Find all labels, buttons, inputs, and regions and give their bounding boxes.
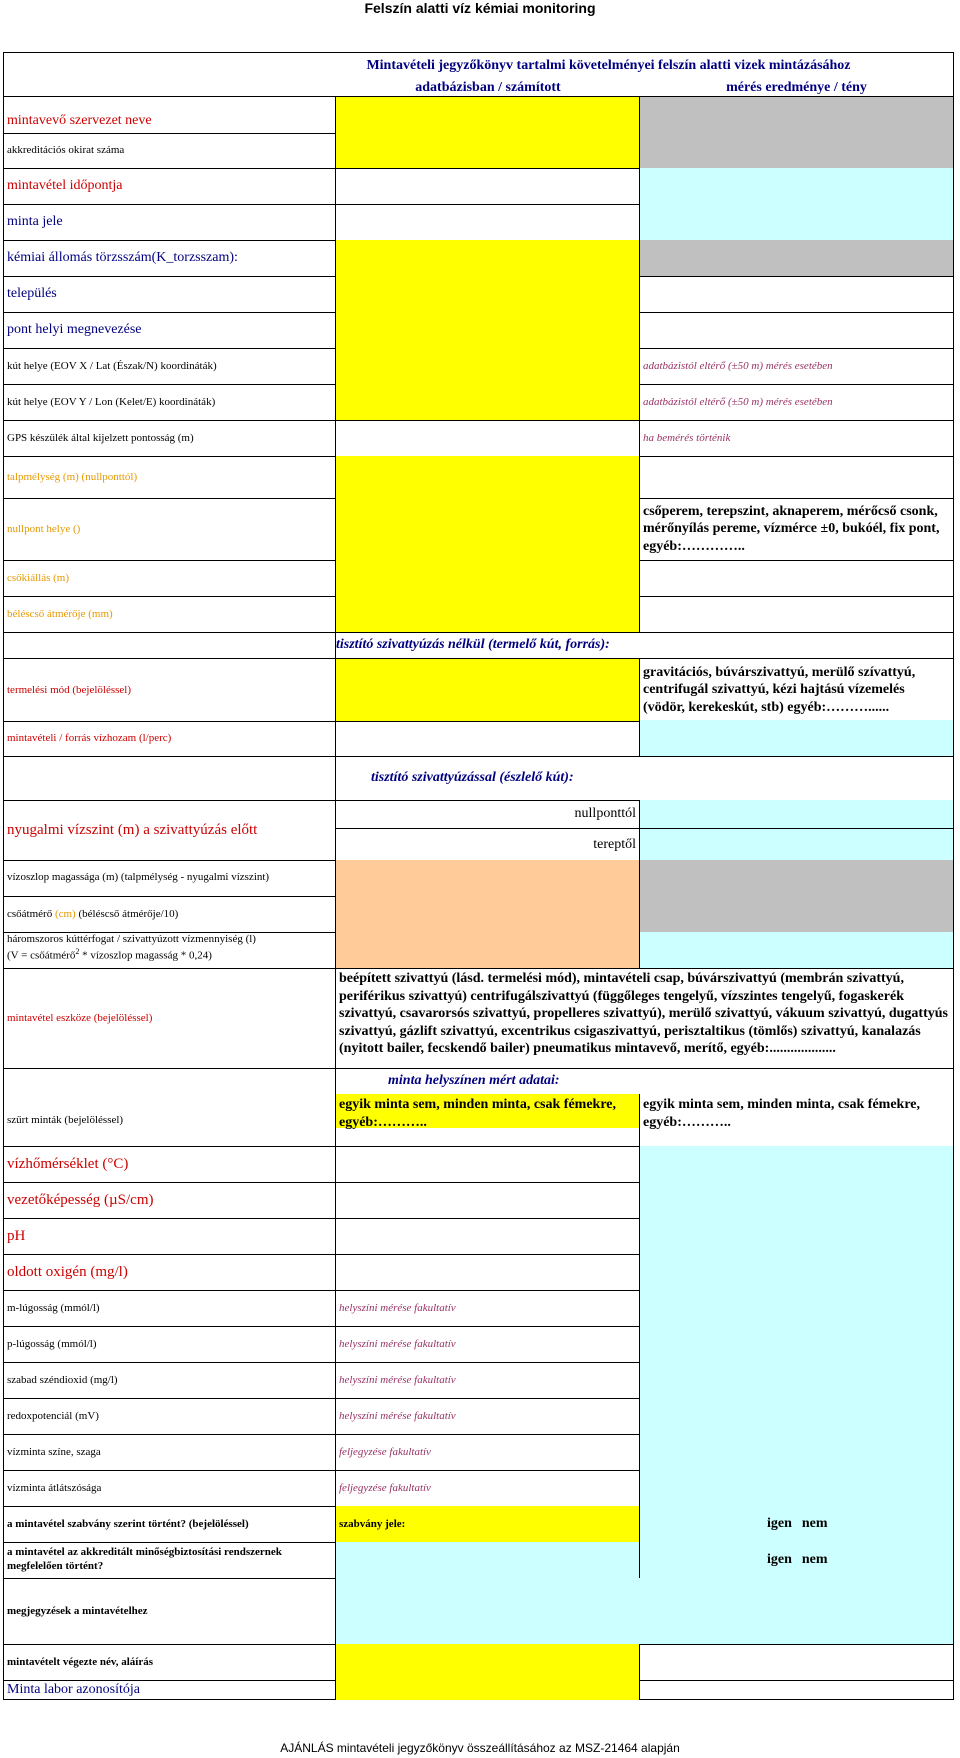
label-redox: redoxpotenciál (mV): [7, 1410, 99, 1422]
section-pump: tisztító szivattyúzással (észlelő kút):: [371, 770, 574, 785]
label-free-co2: szabad széndioxid (mg/l): [7, 1374, 118, 1386]
row-casing-diam: [4, 596, 953, 633]
row-accred-no: [4, 132, 953, 169]
row-local-name: [4, 312, 953, 349]
measured-p-alk[interactable]: [640, 1326, 953, 1362]
column-header-measurement: mérés eredménye / tény: [726, 79, 867, 95]
input-casing-diam[interactable]: [336, 596, 640, 632]
note-m-alk: helyszíni mérése fakultatív: [339, 1302, 456, 1314]
label-casing-diam: béléscső átmérője (mm): [7, 608, 113, 620]
row-water-column: [4, 860, 953, 897]
measured-water-column: [640, 860, 953, 896]
label-sample-id: minta jele: [7, 214, 63, 229]
input-sampler-sign[interactable]: [336, 1644, 640, 1680]
measured-sampling-time[interactable]: [640, 168, 953, 204]
label-ph: pH: [7, 1227, 26, 1244]
note-transparency: feljegyzése fakultatív: [339, 1482, 431, 1494]
row-zero-point: [4, 498, 953, 561]
input-from-ground[interactable]: [640, 829, 953, 860]
label-equip: mintavétel eszköze (bejelöléssel): [7, 1012, 153, 1024]
row-sampler-sign: [4, 1644, 953, 1681]
label-bottom-depth: talpmélység (m) (nullponttól): [7, 471, 138, 483]
row-pipe-diam: [4, 896, 953, 933]
input-sampler-org[interactable]: [336, 97, 640, 133]
label-from-zero: nullponttól: [574, 806, 636, 821]
input-water-temp: [336, 1146, 640, 1182]
measured-triple-vol[interactable]: [640, 932, 953, 968]
input-coord-x[interactable]: [336, 348, 640, 384]
option-accred-no[interactable]: nem: [801, 1552, 828, 1567]
label-coord-x: kút helye (EOV X / Lat (Észak/N) koordináták): [7, 360, 217, 372]
label-sampler-org: mintavevő szervezet neve: [7, 113, 152, 128]
row-station-id: [4, 240, 953, 277]
measured-bottom-depth: [640, 456, 953, 498]
row-p-alk: [4, 1326, 953, 1363]
measured-m-alk[interactable]: [640, 1290, 953, 1326]
sampling-form: [3, 52, 954, 1700]
label-local-name: pont helyi megnevezése: [7, 322, 142, 337]
measured-sampler-org: [640, 97, 953, 133]
option-standard-no[interactable]: nem: [801, 1516, 828, 1531]
form-title: Mintavételi jegyzőkönyv tartalmi követelményei felszín alatti vizek mintázásához: [366, 58, 851, 73]
input-standard-id[interactable]: [336, 1506, 640, 1542]
choice-standard: [640, 1506, 953, 1542]
input-lab-id[interactable]: [336, 1680, 640, 1700]
label-settlement: település: [7, 286, 57, 301]
row-free-co2: [4, 1362, 953, 1399]
measured-sample-id[interactable]: [640, 204, 953, 240]
label-color-odor: vízminta színe, szaga: [7, 1446, 101, 1458]
input-dissolved-o2: [336, 1254, 640, 1290]
input-prod-mode[interactable]: [336, 659, 640, 721]
input-accred-no[interactable]: [336, 132, 640, 168]
choice-accred: [640, 1542, 953, 1578]
label-yield: mintavételi / forrás vízhozam (l/perc): [7, 732, 172, 744]
label-coord-y: kút helye (EOV Y / Lon (Kelet/E) koordináták): [7, 396, 216, 408]
label-sampler-sign: mintavételt végezte név, aláírás: [7, 1656, 154, 1668]
label-m-alk: m-lúgosság (mmól/l): [7, 1302, 100, 1314]
option-standard-yes[interactable]: igen: [767, 1516, 792, 1531]
measured-dissolved-o2[interactable]: [640, 1254, 953, 1290]
measured-local-name: [640, 312, 953, 348]
row-bottom-depth: [4, 456, 953, 499]
measured-water-temp[interactable]: [640, 1146, 953, 1182]
row-yield: [4, 720, 953, 757]
section-field: minta helyszínen mért adatai:: [388, 1073, 560, 1088]
row-conductivity: [4, 1182, 953, 1219]
section-no-pump: tisztító szivattyúzás nélkül (termelő kút, forrás):: [336, 637, 610, 652]
measured-transparency[interactable]: [640, 1470, 953, 1506]
measured-ph[interactable]: [640, 1218, 953, 1254]
note-coord-x: adatbázistól eltérő (±50 m) mérés esetében: [643, 360, 833, 372]
label-triple-vol: [7, 932, 332, 968]
column-header-database: adatbázisban / számított: [415, 79, 561, 95]
measured-pipe-diam: [640, 896, 953, 932]
label-standard-id: szabvány jele:: [339, 1518, 406, 1530]
page-footer: AJÁNLÁS mintavételi jegyzőkönyv összeállításához az MSZ-21464 alapján: [280, 1741, 680, 1755]
measured-yield[interactable]: [640, 720, 953, 756]
row-redox: [4, 1398, 953, 1435]
row-coord-x: [4, 348, 953, 385]
label-sampling-time: mintavétel időpontja: [7, 178, 123, 193]
input-zero-point[interactable]: [336, 498, 640, 560]
input-local-name[interactable]: [336, 312, 640, 348]
row-color-odor: [4, 1434, 953, 1471]
row-water-temp: [4, 1146, 953, 1183]
row-sampler-org: [4, 96, 953, 134]
form-header-title-row: [4, 53, 953, 79]
label-filtered: szűrt minták (bejelöléssel): [7, 1114, 124, 1126]
row-m-alk: [4, 1290, 953, 1327]
label-accred-no: akkreditációs okirat száma: [7, 144, 125, 156]
row-filtered: [4, 1094, 953, 1147]
row-transparency: [4, 1470, 953, 1507]
page-title: Felszín alatti víz kémiai monitoring: [364, 0, 596, 16]
note-gps-acc: ha bemérés történik: [643, 432, 731, 444]
measured-lab-id: [640, 1680, 953, 1700]
measured-station-id: [640, 240, 953, 276]
label-zero-point: nullpont helye (): [7, 523, 81, 535]
measured-accred-no: [640, 132, 953, 168]
input-accred[interactable]: [336, 1542, 640, 1578]
row-remarks: [4, 1578, 953, 1645]
measured-conductivity[interactable]: [640, 1182, 953, 1218]
note-redox: helyszíni mérése fakultatív: [339, 1410, 456, 1422]
form-header-cols-row: [4, 79, 953, 96]
note-p-alk: helyszíni mérése fakultatív: [339, 1338, 456, 1350]
label-triple-vol-line1: háromszoros kúttérfogat / szivattyúzott vízmennyiség (l): [7, 933, 256, 945]
row-triple-vol: [4, 932, 953, 969]
label-static-level: nyugalmi vízszint (m) a szivattyúzás előtt: [7, 821, 258, 838]
row-lab-id: [4, 1680, 953, 1700]
label-triple-vol-line2: (V = csőátmérő$^2$ * vízoszlop magasság * 0,24): [7, 946, 212, 962]
input-conductivity: [336, 1182, 640, 1218]
row-accred: [4, 1542, 953, 1579]
measured-color-odor[interactable]: [640, 1434, 953, 1470]
row-dissolved-o2: [4, 1254, 953, 1291]
option-filtered-db[interactable]: egyik minta sem, minden minta, csak fémekre, egyéb:………..: [336, 1094, 639, 1128]
label-from-ground: tereptől: [593, 836, 636, 852]
row-static-level: [4, 800, 953, 861]
section-field-row: [4, 1068, 953, 1094]
input-from-zero[interactable]: [640, 800, 953, 829]
row-coord-y: [4, 384, 953, 421]
label-p-alk: p-lúgosság (mmól/l): [7, 1338, 97, 1350]
measured-free-co2[interactable]: [640, 1362, 953, 1398]
row-prod-mode: [4, 658, 953, 722]
note-zero-point: csőperem, terepszint, aknaperem, mérőcső csonk, mérőnyílás pereme, vízmérce ±0, bukóél, fix pont, egyéb:…………..: [643, 503, 940, 554]
input-sample-id[interactable]: [336, 204, 640, 240]
label-lab-id: Minta labor azonosítója: [7, 1682, 140, 1697]
input-coord-y[interactable]: [336, 384, 640, 420]
label-standard-q: a mintavétel szabvány szerint történt? (bejelöléssel): [7, 1518, 249, 1530]
option-filtered-meas: egyik minta sem, minden minta, csak fémekre, egyéb:………..: [643, 1097, 920, 1130]
label-transparency: vízminta átlátszósága: [7, 1482, 102, 1494]
input-remarks[interactable]: [336, 1578, 953, 1644]
row-settlement: [4, 276, 953, 313]
input-sampling-time[interactable]: [336, 168, 640, 204]
input-station-id[interactable]: [336, 240, 640, 276]
input-pipe-stickout[interactable]: [336, 560, 640, 596]
label-pipe-diam: [7, 896, 332, 932]
input-gps-acc[interactable]: [336, 420, 640, 456]
section-no-pump-row: [4, 632, 953, 658]
measured-pipe-stickout: [640, 560, 953, 596]
input-yield[interactable]: [336, 720, 640, 756]
label-pipe-diam-post: (béléscső átmérője/10): [75, 908, 179, 920]
label-pipe-diam-pre: csőátmérő: [7, 908, 55, 920]
label-station-id: kémiai állomás törzsszám(K_torzsszam):: [7, 250, 238, 265]
option-accred-yes[interactable]: igen: [767, 1552, 792, 1567]
measured-sampler-sign: [640, 1644, 953, 1680]
measured-redox[interactable]: [640, 1398, 953, 1434]
input-water-column[interactable]: [336, 860, 640, 896]
note-prod-mode: gravitációs, búvárszivattyú, merülő szívattyú, centrifugál szivattyú, kézi hajtású vízemelés (vödör, kerekeskút, stb) egyéb:………......: [643, 664, 916, 715]
input-ph: [336, 1218, 640, 1254]
label-water-column: vízoszlop magassága (m) (talpmélység - nyugalmi vízszint): [7, 871, 270, 884]
row-sampling-time: [4, 168, 953, 205]
label-prod-mode: termelési mód (bejelöléssel): [7, 684, 132, 696]
note-equip: beépített szivattyú (lásd. termelési mód), mintavételi csap, búvárszivattyú (membrán szivattyú, periférikus szivattyú) centrifugálszivattyú (függőleges tengelyű, vízszintes tengelyű, fogaskerék szivattyú, csavarorsós szivattyú, propelleres szivattyú), merülő szivattyú, vákuum szivattyú, dugattyús szivattyú, gázlift szivattyú, excentrikus csigaszivattyú, perisztaltikus (tömlős) szivattyú, kanalazás (nyitott bailer, fecskendő bailer) pneumatikus mintavevő, merítő, egyéb:...................: [339, 971, 948, 1056]
label-pipe-stickout: csőkiállás (m): [7, 572, 70, 584]
label-pipe-diam-unit: (cm): [54, 908, 76, 920]
input-triple-vol[interactable]: [336, 932, 640, 968]
row-equip: [4, 968, 953, 1069]
row-pipe-stickout: [4, 560, 953, 597]
input-pipe-diam[interactable]: [336, 896, 640, 932]
row-standard: [4, 1506, 953, 1543]
input-bottom-depth[interactable]: [336, 456, 640, 498]
note-color-odor: feljegyzése fakultatív: [339, 1446, 431, 1458]
row-gps-acc: [4, 420, 953, 457]
label-dissolved-o2: oldott oxigén (mg/l): [7, 1263, 128, 1280]
label-water-temp: vízhőmérséklet (°C): [7, 1155, 129, 1172]
input-settlement[interactable]: [336, 276, 640, 312]
measured-settlement: [640, 276, 953, 312]
label-remarks: megjegyzések a mintavételhez: [7, 1605, 148, 1617]
section-pump-row: [4, 756, 953, 801]
label-gps-acc: GPS készülék által kijelzett pontosság (m): [7, 432, 194, 444]
note-free-co2: helyszíni mérése fakultatív: [339, 1374, 456, 1386]
row-ph: [4, 1218, 953, 1255]
label-accred-q: a mintavétel az akkreditált minőségbiztosítási rendszernek megfelelően történt?: [7, 1546, 282, 1572]
note-coord-y: adatbázistól eltérő (±50 m) mérés esetében: [643, 396, 833, 408]
row-sample-id: [4, 204, 953, 241]
measured-casing-diam: [640, 596, 953, 632]
label-conductivity: vezetőképesség (µS/cm): [7, 1191, 154, 1208]
